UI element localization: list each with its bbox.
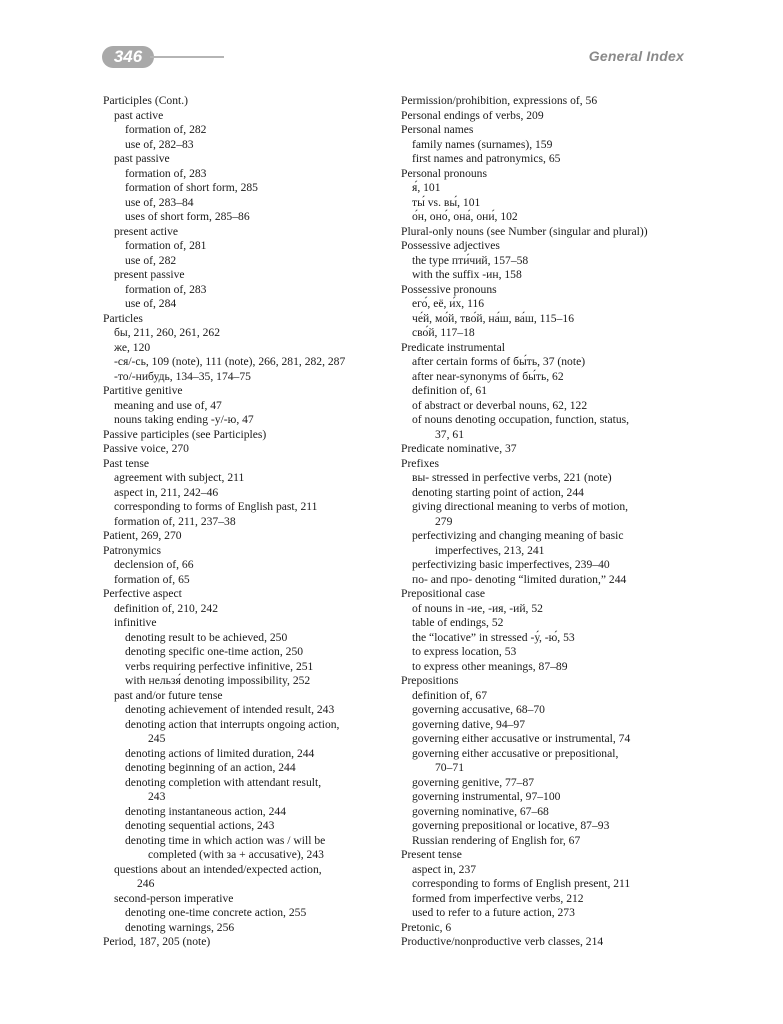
index-entry: imperfectives, 213, 241 <box>435 543 545 557</box>
index-entry: denoting beginning of an action, 244 <box>125 761 296 774</box>
index-entry: after certain forms of бы́ть, 37 (note) <box>412 355 586 368</box>
index-entry: denoting time in which action was / will be <box>125 833 326 847</box>
index-entry: agreement with subject, 211 <box>114 471 245 484</box>
index-entry: definition of, 210, 242 <box>114 601 219 615</box>
index-entry: corresponding to forms of English present, 211 <box>412 877 631 890</box>
index-entry: Possessive adjectives <box>401 239 500 252</box>
index-entry: 245 <box>148 732 166 745</box>
index-entry: Perfective aspect <box>103 587 182 600</box>
index-column-right <box>401 94 691 950</box>
index-entry: formation of, 282 <box>125 123 207 136</box>
index-entry: declension of, 66 <box>114 558 194 571</box>
index-entry: governing instrumental, 97–100 <box>412 790 561 803</box>
index-entry: 246 <box>137 877 155 890</box>
index-entry: use of, 282–83 <box>125 137 194 151</box>
index-entry: use of, 282 <box>125 253 177 267</box>
index-entry: first names and patronymics, 65 <box>412 152 561 165</box>
index-entry: 279 <box>435 514 453 528</box>
index-entry: denoting action that interrupts ongoing action, <box>125 717 340 731</box>
index-entry: use of, 284 <box>125 297 177 310</box>
index-entry: -то/-нибудь, 134–35, 174–75 <box>114 369 251 383</box>
index-entry: perfectivizing basic imperfectives, 239–40 <box>412 558 610 571</box>
index-entry: the type пти́чий, 157–58 <box>412 253 529 267</box>
index-entry: 243 <box>148 790 166 803</box>
index-entry: бы, 211, 260, 261, 262 <box>114 326 221 339</box>
index-entry: formation of short form, 285 <box>125 181 258 194</box>
index-entry: to express other meanings, 87–89 <box>412 659 568 673</box>
index-entry: его́, её, и́х, 116 <box>412 297 485 310</box>
index-entry: with нельзя́ denoting impossibility, 252 <box>125 674 311 687</box>
index-entry: Permission/prohibition, expressions of, 56 <box>401 94 598 107</box>
index-entry: же, 120 <box>114 340 151 354</box>
index-entry: denoting sequential actions, 243 <box>125 819 275 832</box>
index-entry: formed from imperfective verbs, 212 <box>412 891 584 905</box>
index-entry: Period, 187, 205 (note) <box>103 935 211 948</box>
index-entry: governing prepositional or locative, 87–93 <box>412 819 610 832</box>
index-entry: Possessive pronouns <box>401 282 497 296</box>
index-entry: infinitive <box>114 616 157 629</box>
index-entry: used to refer to a future action, 273 <box>412 906 575 919</box>
index-entry: past passive <box>114 152 170 165</box>
page-header <box>0 0 783 80</box>
running-title: General Index <box>588 48 684 64</box>
index-entry: Productive/nonproductive verb classes, 214 <box>401 935 604 948</box>
index-column-left <box>103 94 383 950</box>
index-entry: second-person imperative <box>114 891 234 905</box>
index-entry: completed (with за + accusative), 243 <box>148 848 324 861</box>
index-entry: 37, 61 <box>435 427 464 441</box>
index-entry: definition of, 67 <box>412 688 488 702</box>
index-entry: formation of, 283 <box>125 166 207 180</box>
index-entry: denoting completion with attendant result, <box>125 775 322 789</box>
index-entry: corresponding to forms of English past, 211 <box>114 500 318 513</box>
index-entry: to express location, 53 <box>412 645 517 658</box>
index-entry: after near-synonyms of бы́ть, 62 <box>412 369 564 383</box>
index-entry: Prefixes <box>401 456 439 470</box>
index-entry: giving directional meaning to verbs of motion, <box>412 500 629 513</box>
index-entry: aspect in, 237 <box>412 862 477 876</box>
index-entry: denoting actions of limited duration, 244 <box>125 746 315 760</box>
index-entry: of nouns denoting occupation, function, status, <box>412 413 630 426</box>
index-entry: Plural-only nouns (see Number (singular and plural)) <box>401 224 648 238</box>
index-entry: Passive voice, 270 <box>103 442 189 455</box>
index-entry: governing nominative, 67–68 <box>412 804 549 818</box>
index-entry: governing accusative, 68–70 <box>412 703 545 716</box>
index-entry: че́й, мо́й, тво́й, на́ш, ва́ш, 115–16 <box>412 311 574 325</box>
index-entry: по- and про- denoting “limited duration,” 244 <box>412 572 627 586</box>
index-entry: Participles (Cont.) <box>103 94 189 107</box>
page-number-badge: 346 <box>102 46 154 68</box>
index-entry: present active <box>114 224 179 238</box>
index-entry: nouns taking ending -у/-ю, 47 <box>114 413 254 426</box>
index-entry: denoting one-time concrete action, 255 <box>125 906 307 919</box>
index-entry: use of, 283–84 <box>125 195 194 209</box>
index-entry: Personal pronouns <box>401 166 487 180</box>
index-entry: Particles <box>103 311 143 325</box>
index-entry: past and/or future tense <box>114 688 223 702</box>
index-entry: Predicate instrumental <box>401 340 505 354</box>
index-entry: Pretonic, 6 <box>401 920 452 934</box>
index-entry: governing genitive, 77–87 <box>412 775 535 789</box>
index-entry: Partitive genitive <box>103 384 183 397</box>
index-entry: of abstract or deverbal nouns, 62, 122 <box>412 398 588 412</box>
index-entry: the “locative” in stressed -у́, -ю́, 53 <box>412 630 575 644</box>
index-entry: Predicate nominative, 37 <box>401 442 517 455</box>
index-entry: perfectivizing and changing meaning of basic <box>412 529 624 542</box>
index-entry: aspect in, 211, 242–46 <box>114 485 219 499</box>
index-entry: past active <box>114 108 164 122</box>
index-entry: Patient, 269, 270 <box>103 529 182 542</box>
index-entry: meaning and use of, 47 <box>114 398 222 412</box>
index-entry: present passive <box>114 268 185 281</box>
index-entry: with the suffix -ин, 158 <box>412 268 522 281</box>
index-entry: 70–71 <box>435 761 464 774</box>
index-entry: сво́й, 117–18 <box>412 326 475 339</box>
header-rule <box>150 56 224 58</box>
index-entry: -ся/-сь, 109 (note), 111 (note), 266, 281, 282, 287 <box>114 355 346 368</box>
index-entry: governing dative, 94–97 <box>412 717 526 731</box>
index-entry: вы- stressed in perfective verbs, 221 (note) <box>412 471 612 484</box>
index-entry: ты́ vs. вы́, 101 <box>412 195 481 209</box>
index-entry: я́, 101 <box>412 181 441 194</box>
index-entry: formation of, 65 <box>114 572 190 586</box>
index-entry: governing either accusative or instrumental, 74 <box>412 732 631 745</box>
index-entry: Past tense <box>103 456 150 470</box>
index-entry: denoting specific one-time action, 250 <box>125 645 304 658</box>
index-entry: formation of, 283 <box>125 282 207 296</box>
index-entry: denoting result to be achieved, 250 <box>125 630 288 644</box>
index-entry: Personal names <box>401 123 474 136</box>
index-entry: questions about an intended/expected action, <box>114 862 322 876</box>
index-entry: Personal endings of verbs, 209 <box>401 108 544 122</box>
index-entry: formation of, 281 <box>125 239 207 252</box>
index-entry: denoting starting point of action, 244 <box>412 485 584 499</box>
index-entry: Passive participles (see Participles) <box>103 427 267 441</box>
index-entry: of nouns in -ие, -ия, -ий, 52 <box>412 601 543 615</box>
index-entry: uses of short form, 285–86 <box>125 210 250 223</box>
index-entry: Prepositional case <box>401 587 486 600</box>
index-entry: table of endings, 52 <box>412 616 504 629</box>
index-entry: verbs requiring perfective infinitive, 251 <box>125 659 314 673</box>
index-entry: denoting instantaneous action, 244 <box>125 804 286 818</box>
index-entry: denoting warnings, 256 <box>125 920 235 934</box>
index-entry: denoting achievement of intended result, 243 <box>125 703 335 716</box>
index-entry: family names (surnames), 159 <box>412 137 553 151</box>
index-entry: Present tense <box>401 848 462 861</box>
index-entry: Russian rendering of English for, 67 <box>412 833 581 847</box>
index-entry: definition of, 61 <box>412 384 488 397</box>
index-entry: Patronymics <box>103 543 161 557</box>
index-entry: governing either accusative or prepositional, <box>412 746 619 760</box>
index-entry: о́н, оно́, она́, они́, 102 <box>412 210 518 223</box>
index-entry: formation of, 211, 237–38 <box>114 514 236 528</box>
index-entry: Prepositions <box>401 674 459 687</box>
